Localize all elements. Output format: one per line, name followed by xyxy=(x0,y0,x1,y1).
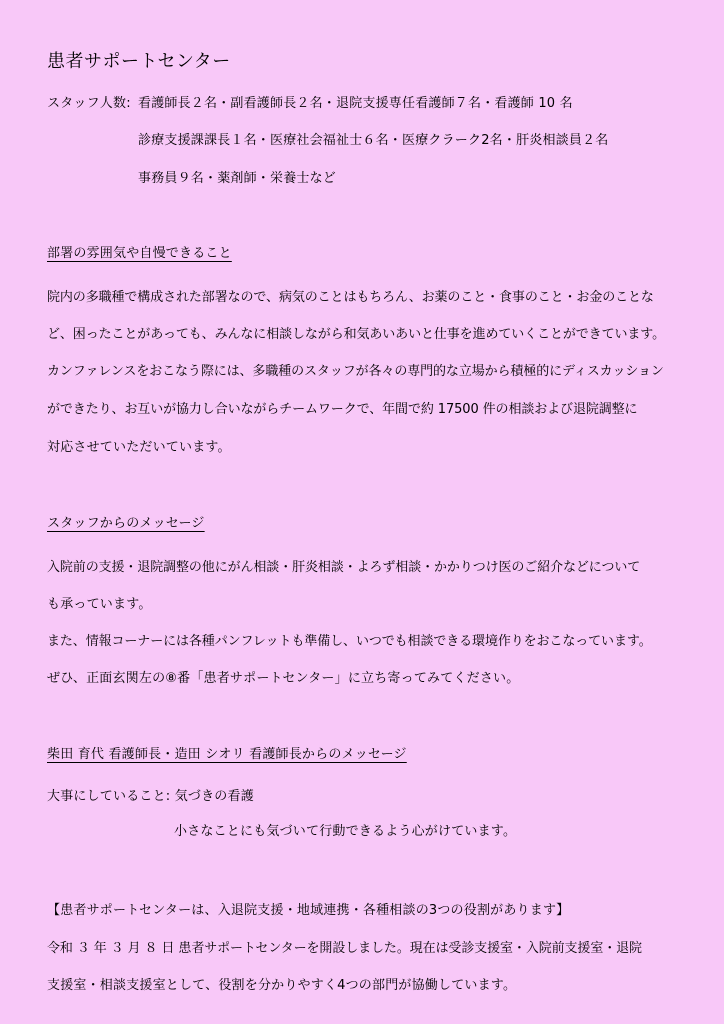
staff-message-line-2: も承っています。 xyxy=(47,597,152,612)
head-nurse-motto: 大事にしていること: 気づきの看護 xyxy=(47,789,254,804)
roles-heading: 【患者サポートセンターは、入退院支援・地域連携・各種相談の3つの役割があります】 xyxy=(47,903,570,918)
atmosphere-line-5: 対応させていただいています。 xyxy=(47,440,231,455)
atmosphere-line-4: ができたり、お互いが協力し合いながらチームワークで、年間で約 17500 件の相談および退院調整に xyxy=(47,402,638,417)
staff-message-line-4: ぜひ、正面玄関左の⑧番「患者サポートセンター」に立ち寄ってみてください。 xyxy=(47,671,520,686)
staff-count-line-3: 事務員９名・薬剤師・栄養士など xyxy=(138,171,337,186)
staff-message-line-1: 入院前の支援・退院調整の他にがん相談・肝炎相談・よろず相談・かかりつけ医のご紹介などについて xyxy=(47,560,641,575)
staff-message-line-3: また、情報コーナーには各種パンフレットも準備し、いつでも相談できる環境作りをおこなっています。 xyxy=(47,634,652,649)
roles-line-2: 支援室・相談支援室として、役割を分かりやすく4つの部門が協働しています。 xyxy=(47,978,517,993)
staff-count-line-2: 診療支援課課長１名・医療社会福祉士６名・医療クラーク2名・肝炎相談員２名 xyxy=(138,133,609,148)
atmosphere-line-1: 院内の多職種で構成された部署なので、病気のことはもちろん、お薬のこと・食事のこと・お金のことな xyxy=(47,290,654,305)
staff-count-label: スタッフ人数: xyxy=(47,96,131,111)
staff-count-line-1: 看護師長２名・副看護師長２名・退院支援専任看護師７名・看護師 10 名 xyxy=(138,96,573,111)
atmosphere-line-3: カンファレンスをおこなう際には、多職種のスタッフが各々の専門的な立場から積極的にディスカッション xyxy=(47,364,664,379)
page-title: 患者サポートセンター xyxy=(47,51,231,72)
head-nurse-message-heading: 柴田 育代 看護師長・造田 シオリ 看護師長からのメッセージ xyxy=(47,747,407,762)
head-nurse-message-text: 小さなことにも気づいて行動できるよう心がけています。 xyxy=(174,824,517,839)
atmosphere-heading: 部署の雰囲気や自慢できること xyxy=(47,246,232,261)
atmosphere-line-2: ど、困ったことがあっても、みんなに相談しながら和気あいあいと仕事を進めていくことができています。 xyxy=(47,327,666,342)
staff-message-heading: スタッフからのメッセージ xyxy=(47,516,205,531)
roles-line-1: 令和 ３ 年 ３ 月 ８ 日 患者サポートセンターを開設しました。現在は受診支援室・入院前支援室・退院 xyxy=(47,941,642,956)
